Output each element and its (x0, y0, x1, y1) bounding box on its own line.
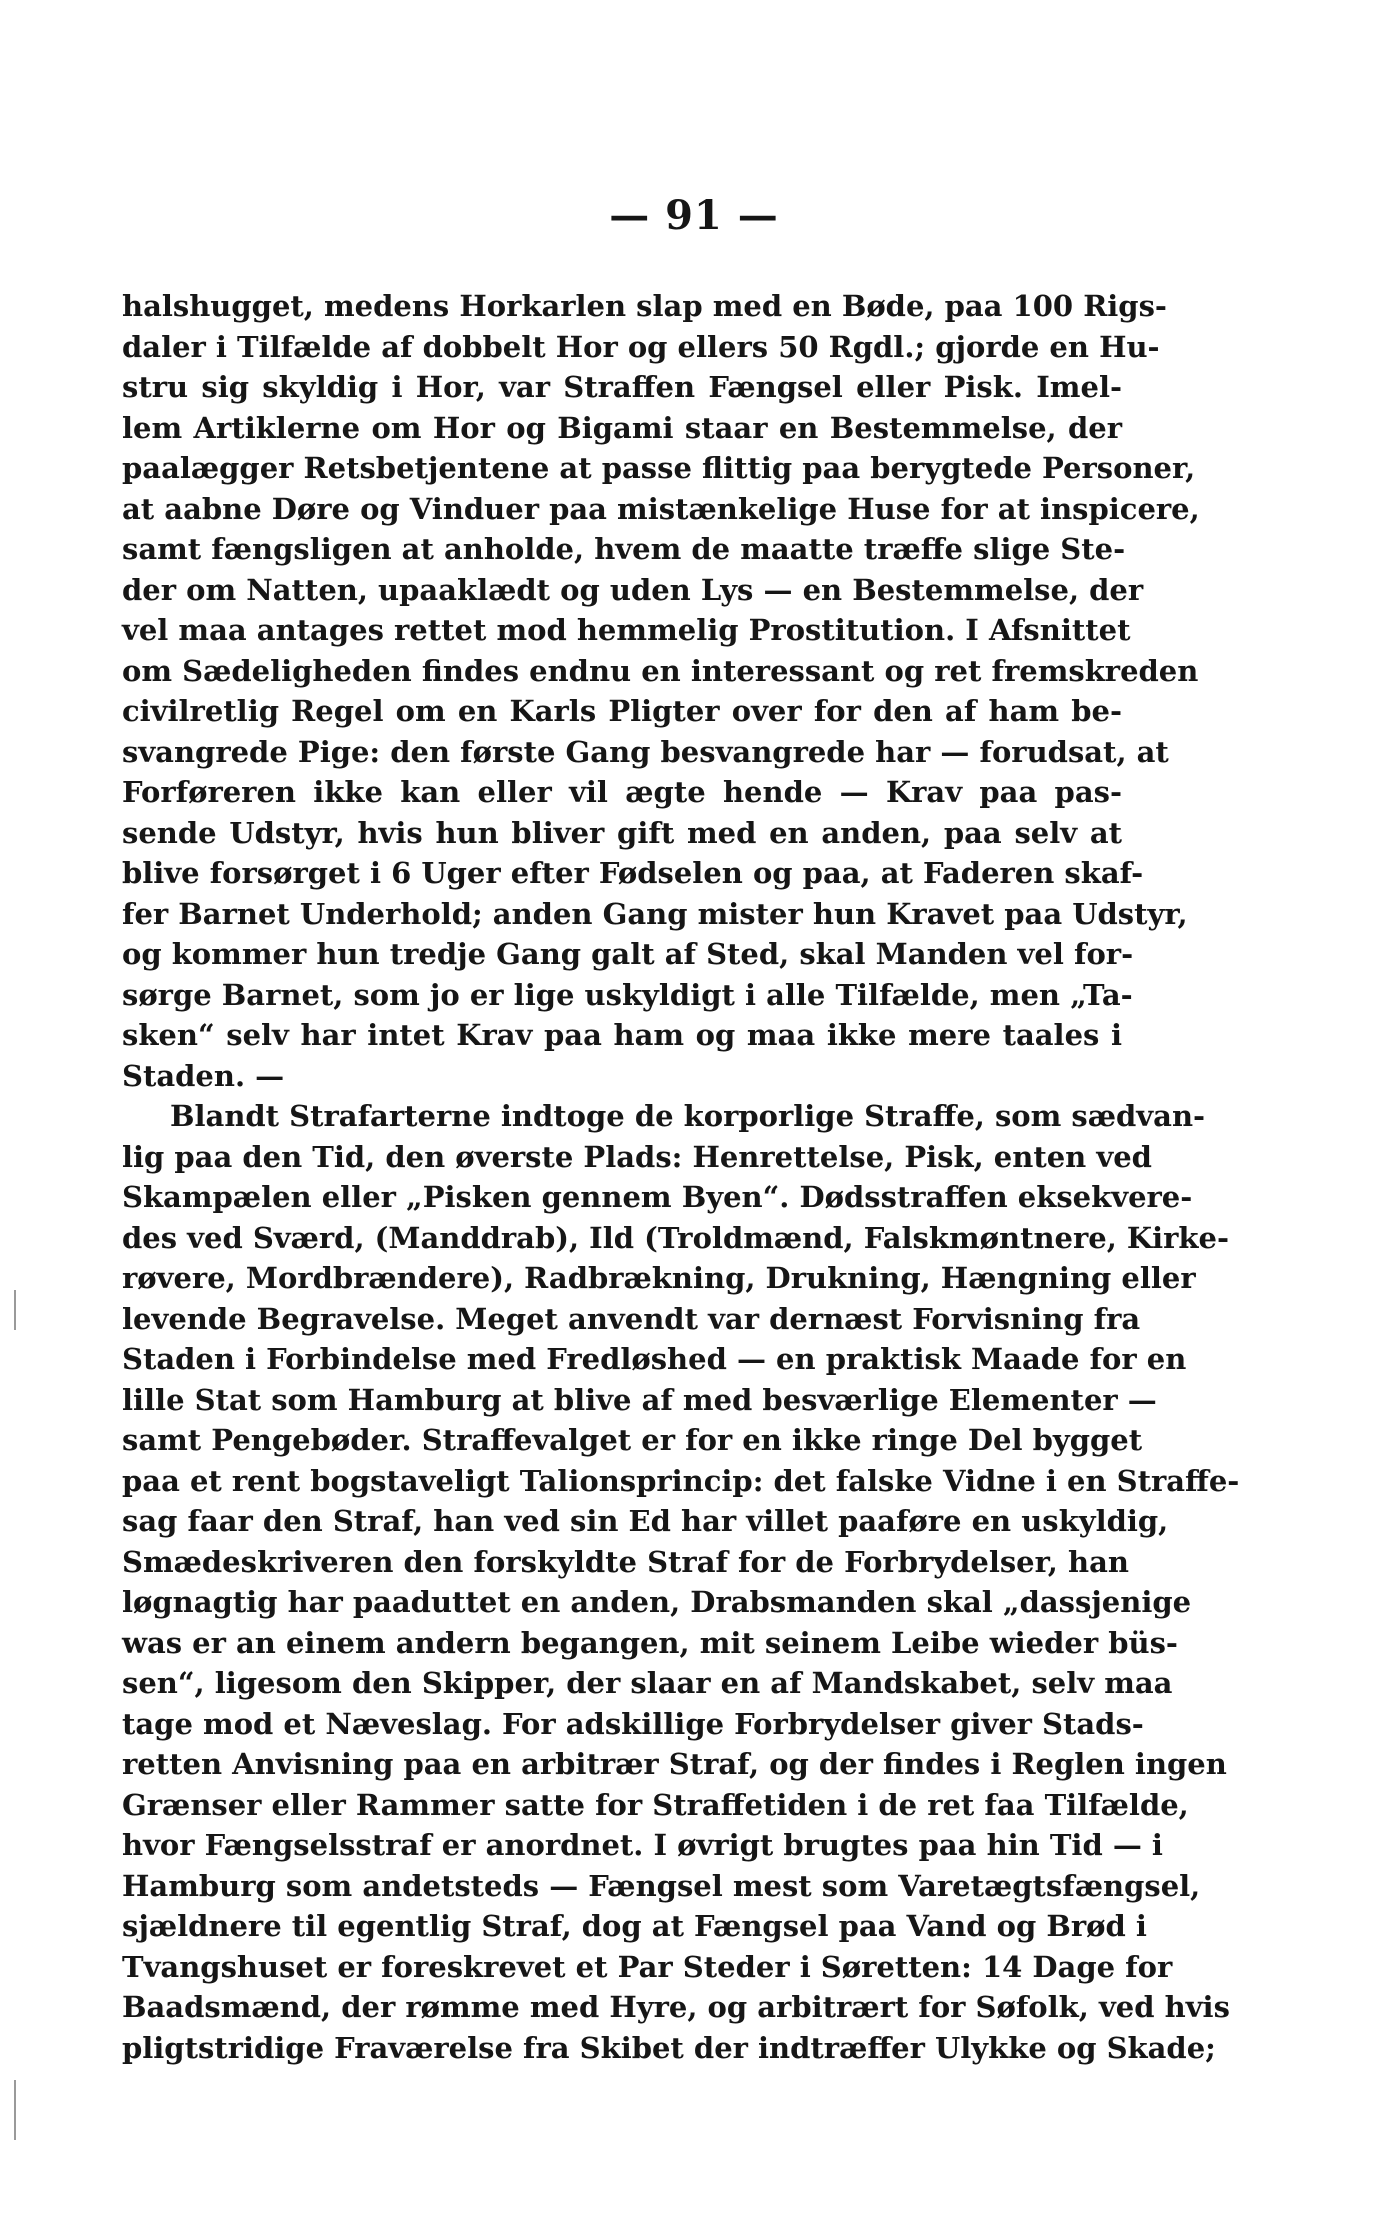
text-line: daler i Tilfælde af dobbelt Hor og ellers 50 Rgdl.; gjorde en Hu- (122, 329, 1160, 364)
text-line: sen“, ligesom den Skipper, der slaar en af Mandskabet, selv maa (122, 1666, 1173, 1700)
text-line: sende Udstyr, hvis hun bliver gift med en anden, paa selv at (122, 815, 1122, 850)
scan-margin-mark (14, 2080, 16, 2140)
text-line: pligtstridige Fraværelse fra Skibet der indtræffer Ulykke og Skade; (122, 2030, 1216, 2065)
text-line: Smædeskriveren den forskyldte Straf for de Forbrydelser, han (122, 1544, 1129, 1579)
text-line: sjældnere til egentlig Straf, dog at Fængsel paa Vand og Brød i (122, 1909, 1147, 1943)
text-line: og kommer hun tredje Gang galt af Sted, skal Manden vel for- (122, 937, 1134, 971)
text-line: Staden i Forbindelse med Fredløshed — en praktisk Maade for en (122, 1342, 1187, 1376)
text-line: Baadsmænd, der rømme med Hyre, og arbitrært for Søfolk, ved hvis (122, 1990, 1230, 2024)
scan-margin-mark (14, 1290, 16, 1330)
text-line: civilretlig Regel om en Karls Pligter over for den af ham be- (122, 694, 1122, 728)
text-line: paalægger Retsbetjentene at passe flittig paa berygtede Personer, (122, 451, 1196, 485)
text-line: blive forsørget i 6 Uger efter Fødselen og paa, at Faderen skaf- (122, 856, 1144, 890)
text-line: halshugget, medens Horkarlen slap med en Bøde, paa 100 Rigs- (122, 289, 1167, 323)
text-line: sag faar den Straf, han ved sin Ed har villet paaføre en uskyldig, (122, 1504, 1169, 1538)
text-line: stru sig skyldig i Hor, var Straffen Fængsel eller Pisk. Imel- (122, 370, 1122, 404)
text-line: samt fængsligen at anholde, hvem de maatte træffe slige Ste- (122, 532, 1126, 566)
text-line: fer Barnet Underhold; anden Gang mister hun Kravet paa Udstyr, (122, 896, 1188, 931)
text-line: røvere, Mordbrændere), Radbrækning, Drukning, Hængning eller (122, 1261, 1196, 1295)
text-line: sørge Barnet, som jo er lige uskyldigt i alle Tilfælde, men „Ta- (122, 977, 1133, 1012)
text-line: retten Anvisning paa en arbitrær Straf, og der findes i Reglen ingen (122, 1747, 1227, 1781)
text-line: hvor Fængselsstraf er anordnet. I øvrigt brugtes paa hin Tid — i (122, 1828, 1163, 1862)
text-line: lem Artiklerne om Hor og Bigami staar en Bestemmelse, der (122, 410, 1122, 445)
text-line: at aabne Døre og Vinduer paa mistænkelige Huse for at inspicere, (122, 491, 1200, 526)
text-line: Skampælen eller „Pisken gennem Byen“. Dødsstraffen eksekvere- (122, 1180, 1193, 1214)
text-line: Forføreren ikke kan eller vil ægte hende — Krav paa pas- (122, 775, 1122, 809)
text-line-paragraph-start: Blandt Strafarterne indtoge de korporlige Straffe, som sædvan- (170, 1099, 1206, 1133)
page-number: — 91 — (609, 192, 779, 239)
text-line: paa et rent bogstaveligt Talionsprincip: det falske Vidne i en Straffe- (122, 1463, 1240, 1498)
text-line: lig paa den Tid, den øverste Plads: Henrettelse, Pisk, enten ved (122, 1139, 1152, 1174)
text-line: Tvangshuset er foreskrevet et Par Steder i Søretten: 14 Dage for (122, 1949, 1173, 1984)
text-line: was er an einem andern begangen, mit seinem Leibe wieder büs- (122, 1625, 1178, 1660)
text-line: samt Pengebøder. Straffevalget er for en ikke ringe Del bygget (122, 1423, 1143, 1457)
text-line: vel maa antages rettet mod hemmelig Prostitution. I Afsnittet (122, 613, 1131, 647)
body-text (122, 286, 1240, 2068)
text-line: tage mod et Næveslag. For adskillige Forbrydelser giver Stads- (122, 1706, 1144, 1741)
text-line: des ved Sværd, (Manddrab), Ild (Troldmænd, Falskmøntnere, Kirke- (122, 1220, 1230, 1255)
text-line: levende Begravelse. Meget anvendt var dernæst Forvisning fra (122, 1301, 1141, 1336)
text-line: Grænser eller Rammer satte for Straffetiden i de ret faa Tilfælde, (122, 1787, 1189, 1822)
text-line: lille Stat som Hamburg at blive af med besværlige Elementer — (122, 1382, 1157, 1417)
text-line-paragraph-end: Staden. — (122, 1058, 285, 1093)
text-line: løgnagtig har paaduttet en anden, Drabsmanden skal „dassjenige (122, 1585, 1192, 1619)
text-line: svangrede Pige: den første Gang besvangrede har — forudsat, at (122, 734, 1169, 769)
text-line: der om Natten, upaaklædt og uden Lys — en Bestemmelse, der (122, 572, 1144, 607)
text-line: om Sædeligheden findes endnu en interessant og ret fremskreden (122, 653, 1199, 688)
text-line: Hamburg som andetsteds — Fængsel mest som Varetægtsfængsel, (122, 1868, 1201, 1903)
text-line: sken“ selv har intet Krav paa ham og maa ikke mere taales i (122, 1018, 1122, 1052)
